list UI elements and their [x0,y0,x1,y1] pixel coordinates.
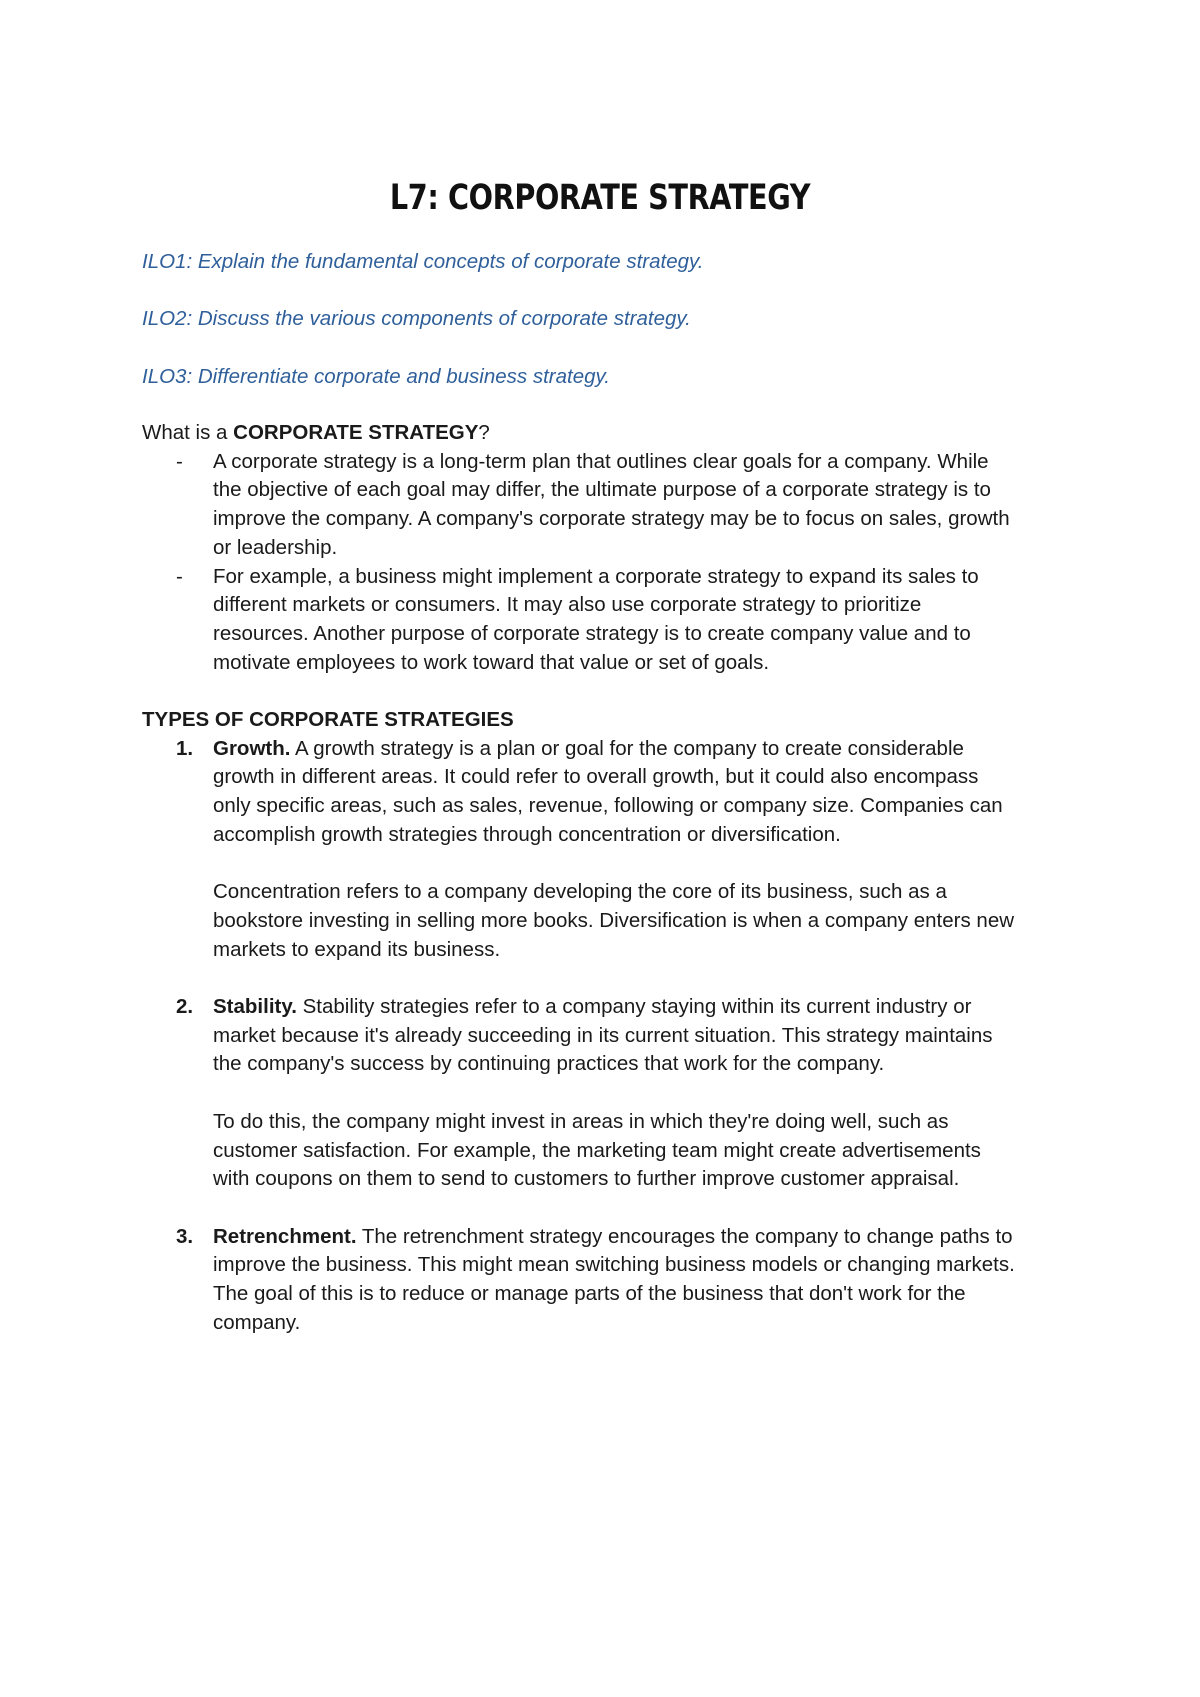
type-item-retrenchment [142,1223,1082,1338]
text-line: or leadership. [213,535,338,559]
question-term: CORPORATE STRATEGY [233,421,479,444]
types-heading: TYPES OF CORPORATE STRATEGIES [142,708,514,732]
bullet-marker: - [176,564,183,588]
question-line [142,419,1082,448]
text-line: different markets or consumers. It may also use corporate strategy to prioritize [213,593,922,617]
type-description-start: A growth strategy is a plan or goal for the company to create considerable [290,736,964,760]
question-suffix: ? [478,421,490,444]
text-line: improve the business. This might mean switching business models or changing markets. [213,1253,1015,1277]
bullet-marker: - [176,449,183,473]
text-line [213,735,1082,764]
text-line: the objective of each goal may differ, the ultimate purpose of a corporate strategy is to [213,478,991,502]
paragraph-gap [142,1194,1082,1223]
text-line: customer satisfaction. For example, the marketing team might create advertisements [213,1138,981,1162]
type-description-start: The retrenchment strategy encourages the company to change paths to [356,1224,1013,1248]
text-line: bookstore investing in selling more books. Diversification is when a company enters new [213,908,1015,932]
page-title: L7: CORPORATE STRATEGY [389,178,811,218]
text-line [213,1223,1082,1252]
text-line: For example, a business might implement a corporate strategy to expand its sales to [213,564,979,588]
text-line: To do this, the company might invest in areas in which they're doing well, such as [213,1109,949,1133]
question-prefix: What is a [142,421,234,444]
paragraph-gap [213,1079,1082,1108]
ilo-3: ILO3: Differentiate corporate and business strategy. [142,365,610,388]
text-line: resources. Another purpose of corporate strategy is to create company value and to [213,621,971,645]
text-line: The goal of this is to reduce or manage parts of the business that don't work for the [213,1282,966,1306]
type-item-growth [142,735,1082,965]
text-line: company. [213,1310,301,1334]
text-line: motivate employees to work toward that value or set of goals. [213,650,770,674]
list-number: 2. [176,995,194,1019]
document-body [142,419,1082,1337]
ilo-1: ILO1: Explain the fundamental concepts of corporate strategy. [142,250,704,273]
paragraph-gap [213,850,1082,879]
type-term: Retrenchment. [213,1224,357,1248]
text-line: growth in different areas. It could refer to overall growth, but it could also encompass [213,765,979,789]
list-number: 3. [176,1224,194,1248]
text-line: only specific areas, such as sales, revenue, following or company size. Companies can [213,794,1003,818]
text-line [213,993,1082,1022]
text-line: A corporate strategy is a long-term plan that outlines clear goals for a company. While [213,449,989,473]
text-line: with coupons on them to send to customers to further improve customer appraisal. [213,1167,960,1191]
text-line: markets to expand its business. [213,937,501,961]
list-number: 1. [176,736,194,760]
ilo-2: ILO2: Discuss the various components of corporate strategy. [142,307,691,330]
definition-bullet-1 [142,448,1082,563]
type-item-stability [142,993,1082,1194]
type-description-start: Stability strategies refer to a company staying within its current industry or [296,995,972,1019]
paragraph-gap [142,964,1082,993]
text-line: the company's success by continuing practices that work for the company. [213,1052,885,1076]
type-term: Stability. [213,995,297,1019]
type-term: Growth. [213,736,291,760]
text-line: accomplish growth strategies through concentration or diversification. [213,822,841,846]
text-line: Concentration refers to a company developing the core of its business, such as a [213,880,947,904]
definition-bullet-2 [142,563,1082,678]
text-line: market because it's already succeeding in its current situation. This strategy maintains [213,1023,993,1047]
text-line: improve the company. A company's corporate strategy may be to focus on sales, growth [213,507,1010,531]
